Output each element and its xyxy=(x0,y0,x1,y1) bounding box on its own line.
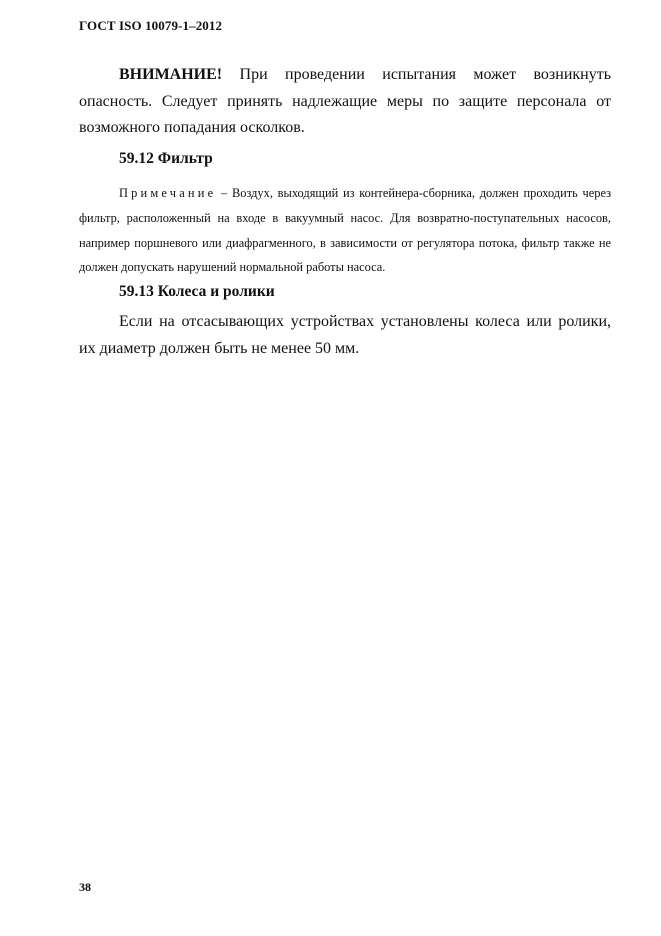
note-text: – Воздух, выходящий из контейнера-сборника, должен проходить через фильтр, расположенный на входе в вакуумный насос. Для возвратно-поступательных насосов, например поршневого или диафрагменного, в зависимости от регулятора потока, фильтр также не должен допускать нарушений нормальной работы насоса. xyxy=(79,186,611,275)
warning-label: ВНИМАНИЕ! xyxy=(119,66,223,83)
page-number: 38 xyxy=(79,880,91,894)
warning-paragraph xyxy=(79,62,611,142)
wheels-paragraph: Если на отсасывающих устройствах установлены колеса или ролики, их диаметр должен быть не менее 50 мм. xyxy=(79,313,611,357)
section-heading-filter: 59.12 Фильтр xyxy=(119,150,213,167)
note-paragraph xyxy=(79,181,611,280)
note-label: Примечание xyxy=(119,186,217,200)
document-header: ГОСТ ISO 10079-1–2012 xyxy=(79,18,223,33)
warning-text: При проведении испытания может возникнуть опасность. Следует принять надлежащие меры по защите персонала от возможного попадания осколков. xyxy=(79,66,611,136)
section-heading-wheels: 59.13 Колеса и ролики xyxy=(119,283,275,300)
